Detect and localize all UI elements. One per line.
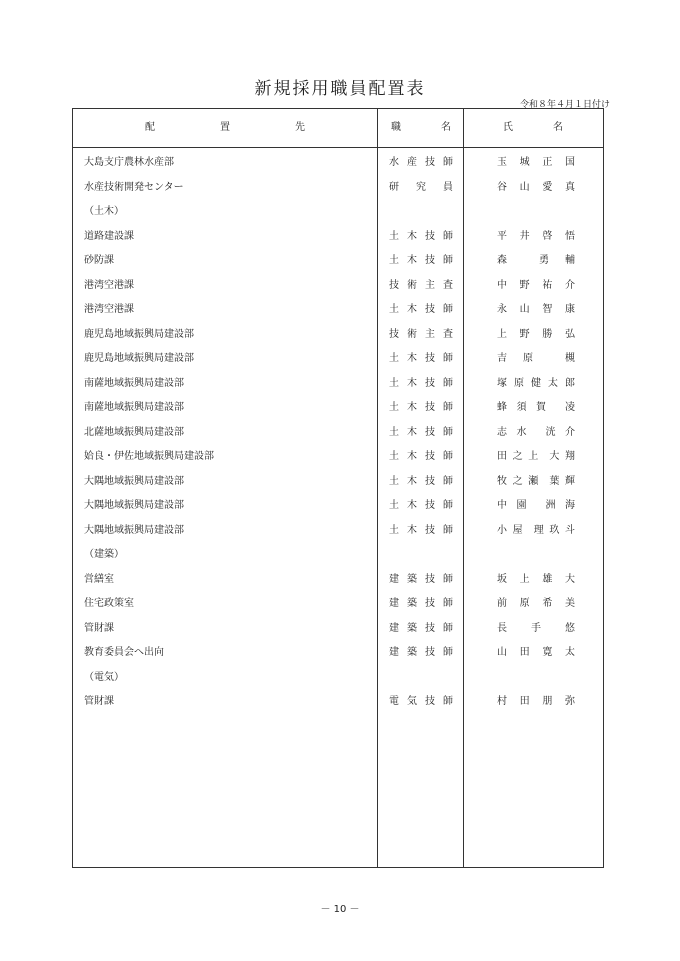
name-char: 吉	[497, 353, 507, 364]
name-char: 田	[519, 696, 530, 707]
table-row	[73, 200, 605, 225]
row-position: 土 木 技 師	[389, 402, 453, 413]
row-name	[497, 280, 575, 292]
name-char: 理	[533, 524, 544, 536]
row-name	[497, 353, 575, 365]
header-name: 氏 名	[503, 122, 563, 133]
row-name	[497, 574, 575, 586]
name-char: 大	[564, 573, 575, 585]
row-position: 土 木 技 師	[389, 230, 453, 242]
name-char: 翔	[564, 451, 575, 462]
name-char: 正	[542, 157, 553, 168]
name-char: 山	[519, 181, 530, 193]
table-row	[73, 323, 605, 348]
row-name	[497, 476, 575, 488]
name-char: 真	[564, 181, 575, 193]
name-char: 洸	[545, 426, 556, 438]
row-destination: 大隅地域振興局建設部	[84, 500, 184, 511]
name-char: 永	[497, 304, 507, 315]
row-position: 技 術 主 査	[389, 328, 453, 340]
name-char: 太	[548, 377, 558, 389]
table-row	[73, 617, 605, 642]
row-destination: 管財課	[84, 696, 114, 707]
name-char: 瀬	[528, 475, 539, 487]
row-name	[497, 329, 575, 341]
name-char: 美	[564, 598, 575, 609]
row-position: 技 術 主 査	[389, 279, 453, 291]
name-char: 平	[497, 230, 507, 242]
assignment-table	[72, 108, 604, 868]
table-row	[73, 494, 605, 519]
name-char: 勝	[542, 328, 553, 340]
row-destination: 水産技術開発センター	[84, 181, 184, 193]
name-char: 塚	[497, 377, 507, 389]
table-row	[73, 470, 605, 495]
name-char: 介	[565, 426, 575, 438]
row-name	[497, 255, 575, 267]
table-row	[73, 225, 605, 250]
name-char: 屋	[512, 524, 523, 536]
table-row	[73, 396, 605, 421]
name-char: 朋	[542, 696, 553, 707]
name-char: 村	[497, 696, 507, 707]
name-char: 蜂	[497, 402, 507, 413]
name-char: 介	[564, 279, 575, 291]
name-char: 悟	[564, 230, 575, 242]
table-row	[73, 568, 605, 593]
name-char: 弘	[564, 328, 575, 340]
name-char: 山	[497, 647, 507, 658]
name-char: 輝	[564, 475, 575, 487]
row-position: 建 築 技 師	[389, 622, 453, 634]
name-char: 原	[514, 377, 524, 389]
table-row	[73, 274, 605, 299]
header-destination: 配 置 先	[145, 122, 305, 133]
row-position: 建 築 技 師	[389, 573, 453, 585]
name-char: 谷	[497, 181, 507, 193]
row-name	[497, 696, 575, 708]
name-char: 玖	[549, 524, 560, 536]
effective-date: 令和８年４月１日付け	[519, 100, 610, 110]
name-char: 山	[519, 304, 530, 315]
row-destination: 港湾空港課	[84, 279, 134, 291]
row-name	[497, 647, 575, 659]
row-position: 土 木 技 師	[389, 475, 453, 487]
name-char: 田	[519, 647, 530, 658]
table-row	[73, 641, 605, 666]
name-char: 康	[564, 304, 575, 315]
row-name	[497, 500, 575, 512]
row-name	[497, 182, 575, 194]
row-destination: 大隅地域振興局建設部	[84, 524, 184, 536]
row-position: 電 気 技 師	[389, 696, 453, 707]
row-name	[497, 231, 575, 243]
table-row	[73, 298, 605, 323]
row-name	[497, 623, 575, 635]
name-char: 太	[564, 647, 575, 658]
name-char: 玉	[497, 157, 507, 168]
name-char: 小	[497, 524, 507, 536]
name-char: 寛	[542, 647, 553, 658]
name-char: 牧	[497, 475, 507, 487]
name-char: 啓	[542, 230, 553, 242]
name-char: 志	[497, 426, 507, 438]
name-char: 城	[519, 157, 530, 168]
name-char: 野	[519, 279, 530, 291]
row-position: 土 木 技 師	[389, 426, 453, 438]
row-destination: 住宅政策室	[84, 598, 134, 609]
name-char: 大	[549, 451, 560, 462]
row-name	[497, 525, 575, 537]
row-destination: 営繕室	[84, 573, 114, 585]
row-destination: 南薩地域振興局建設部	[84, 402, 184, 413]
name-char: 野	[519, 328, 530, 340]
name-char: 洲	[545, 500, 556, 511]
page-number: － 10 －	[320, 904, 360, 915]
row-destination: 大隅地域振興局建設部	[84, 475, 184, 487]
table-row	[73, 176, 605, 201]
row-position: 研 究 員	[389, 181, 453, 193]
row-destination: 教育委員会へ出向	[84, 647, 164, 658]
table-row	[73, 421, 605, 446]
table-row	[73, 372, 605, 397]
name-char: 中	[497, 279, 507, 291]
row-destination: 北薩地域振興局建設部	[84, 426, 184, 438]
row-destination: （土木）	[84, 206, 124, 217]
name-char: 須	[516, 402, 527, 413]
name-char: 祐	[542, 279, 553, 291]
row-destination: 姶良・伊佐地域振興局建設部	[84, 451, 214, 462]
row-destination: （建築）	[84, 549, 124, 560]
table-row	[73, 347, 605, 372]
name-char: 坂	[497, 573, 507, 585]
name-char: 長	[497, 622, 507, 634]
row-position: 水 産 技 師	[389, 157, 453, 168]
table-row	[73, 666, 605, 691]
row-position: 建 築 技 師	[389, 598, 453, 609]
row-destination: 港湾空港課	[84, 304, 134, 315]
row-name	[497, 598, 575, 610]
name-char: 井	[519, 230, 530, 242]
name-char: 水	[516, 426, 527, 438]
row-name	[497, 451, 575, 463]
row-position: 土 木 技 師	[389, 255, 453, 266]
name-char: 葉	[549, 475, 560, 487]
row-name	[497, 378, 575, 390]
name-char: 原	[519, 598, 530, 609]
table-row	[73, 249, 605, 274]
name-char: 中	[497, 500, 507, 511]
table-row	[73, 519, 605, 544]
name-char: 森	[497, 255, 507, 266]
row-position: 土 木 技 師	[389, 524, 453, 536]
row-position: 土 木 技 師	[389, 353, 453, 364]
row-name	[497, 304, 575, 316]
name-char: 手	[531, 622, 541, 634]
row-position: 土 木 技 師	[389, 500, 453, 511]
name-char: 斗	[564, 524, 575, 536]
row-destination: 砂防課	[84, 255, 114, 266]
name-char: 賀	[536, 402, 546, 413]
name-char: 悠	[565, 622, 575, 634]
name-char: 槻	[565, 353, 575, 364]
row-name	[497, 157, 575, 169]
name-char: 園	[516, 500, 527, 511]
row-position: 土 木 技 師	[389, 451, 453, 462]
name-char: 上	[528, 451, 539, 462]
name-char: 田	[497, 451, 507, 462]
name-char: 凌	[565, 402, 575, 413]
name-char: 上	[497, 328, 507, 340]
row-destination: 大島支庁農林水産部	[84, 157, 174, 168]
row-destination: （電気）	[84, 671, 124, 683]
name-char: 勇	[539, 255, 549, 266]
name-char: 智	[542, 304, 553, 315]
name-char: 愛	[542, 181, 553, 193]
row-position: 土 木 技 師	[389, 304, 453, 315]
table-row	[73, 592, 605, 617]
row-destination: 南薩地域振興局建設部	[84, 377, 184, 389]
row-position: 建 築 技 師	[389, 647, 453, 658]
table-row	[73, 151, 605, 176]
row-destination: 鹿児島地域振興局建設部	[84, 353, 194, 364]
table-row	[73, 543, 605, 568]
name-char: 原	[523, 353, 533, 364]
page-title: 新規採用職員配置表	[254, 79, 426, 99]
table-row	[73, 690, 605, 715]
name-char: 前	[497, 598, 507, 609]
name-char: 健	[531, 377, 541, 389]
name-char: 希	[542, 598, 553, 609]
name-char: 雄	[542, 573, 553, 585]
name-char: 之	[512, 475, 523, 487]
name-char: 弥	[564, 696, 575, 707]
row-destination: 道路建設課	[84, 230, 134, 242]
name-char: 海	[565, 500, 575, 511]
name-char: 郎	[565, 377, 575, 389]
table-row	[73, 445, 605, 470]
name-char: 国	[564, 157, 575, 168]
row-destination: 管財課	[84, 622, 114, 634]
name-char: 輔	[565, 255, 575, 266]
header-divider	[73, 147, 603, 148]
row-destination: 鹿児島地域振興局建設部	[84, 328, 194, 340]
row-position: 土 木 技 師	[389, 377, 453, 389]
name-char: 上	[519, 573, 530, 585]
row-name	[497, 402, 575, 414]
name-char: 之	[512, 451, 523, 462]
table-body	[73, 151, 605, 715]
header-position: 職 名	[391, 122, 451, 133]
row-name	[497, 427, 575, 439]
